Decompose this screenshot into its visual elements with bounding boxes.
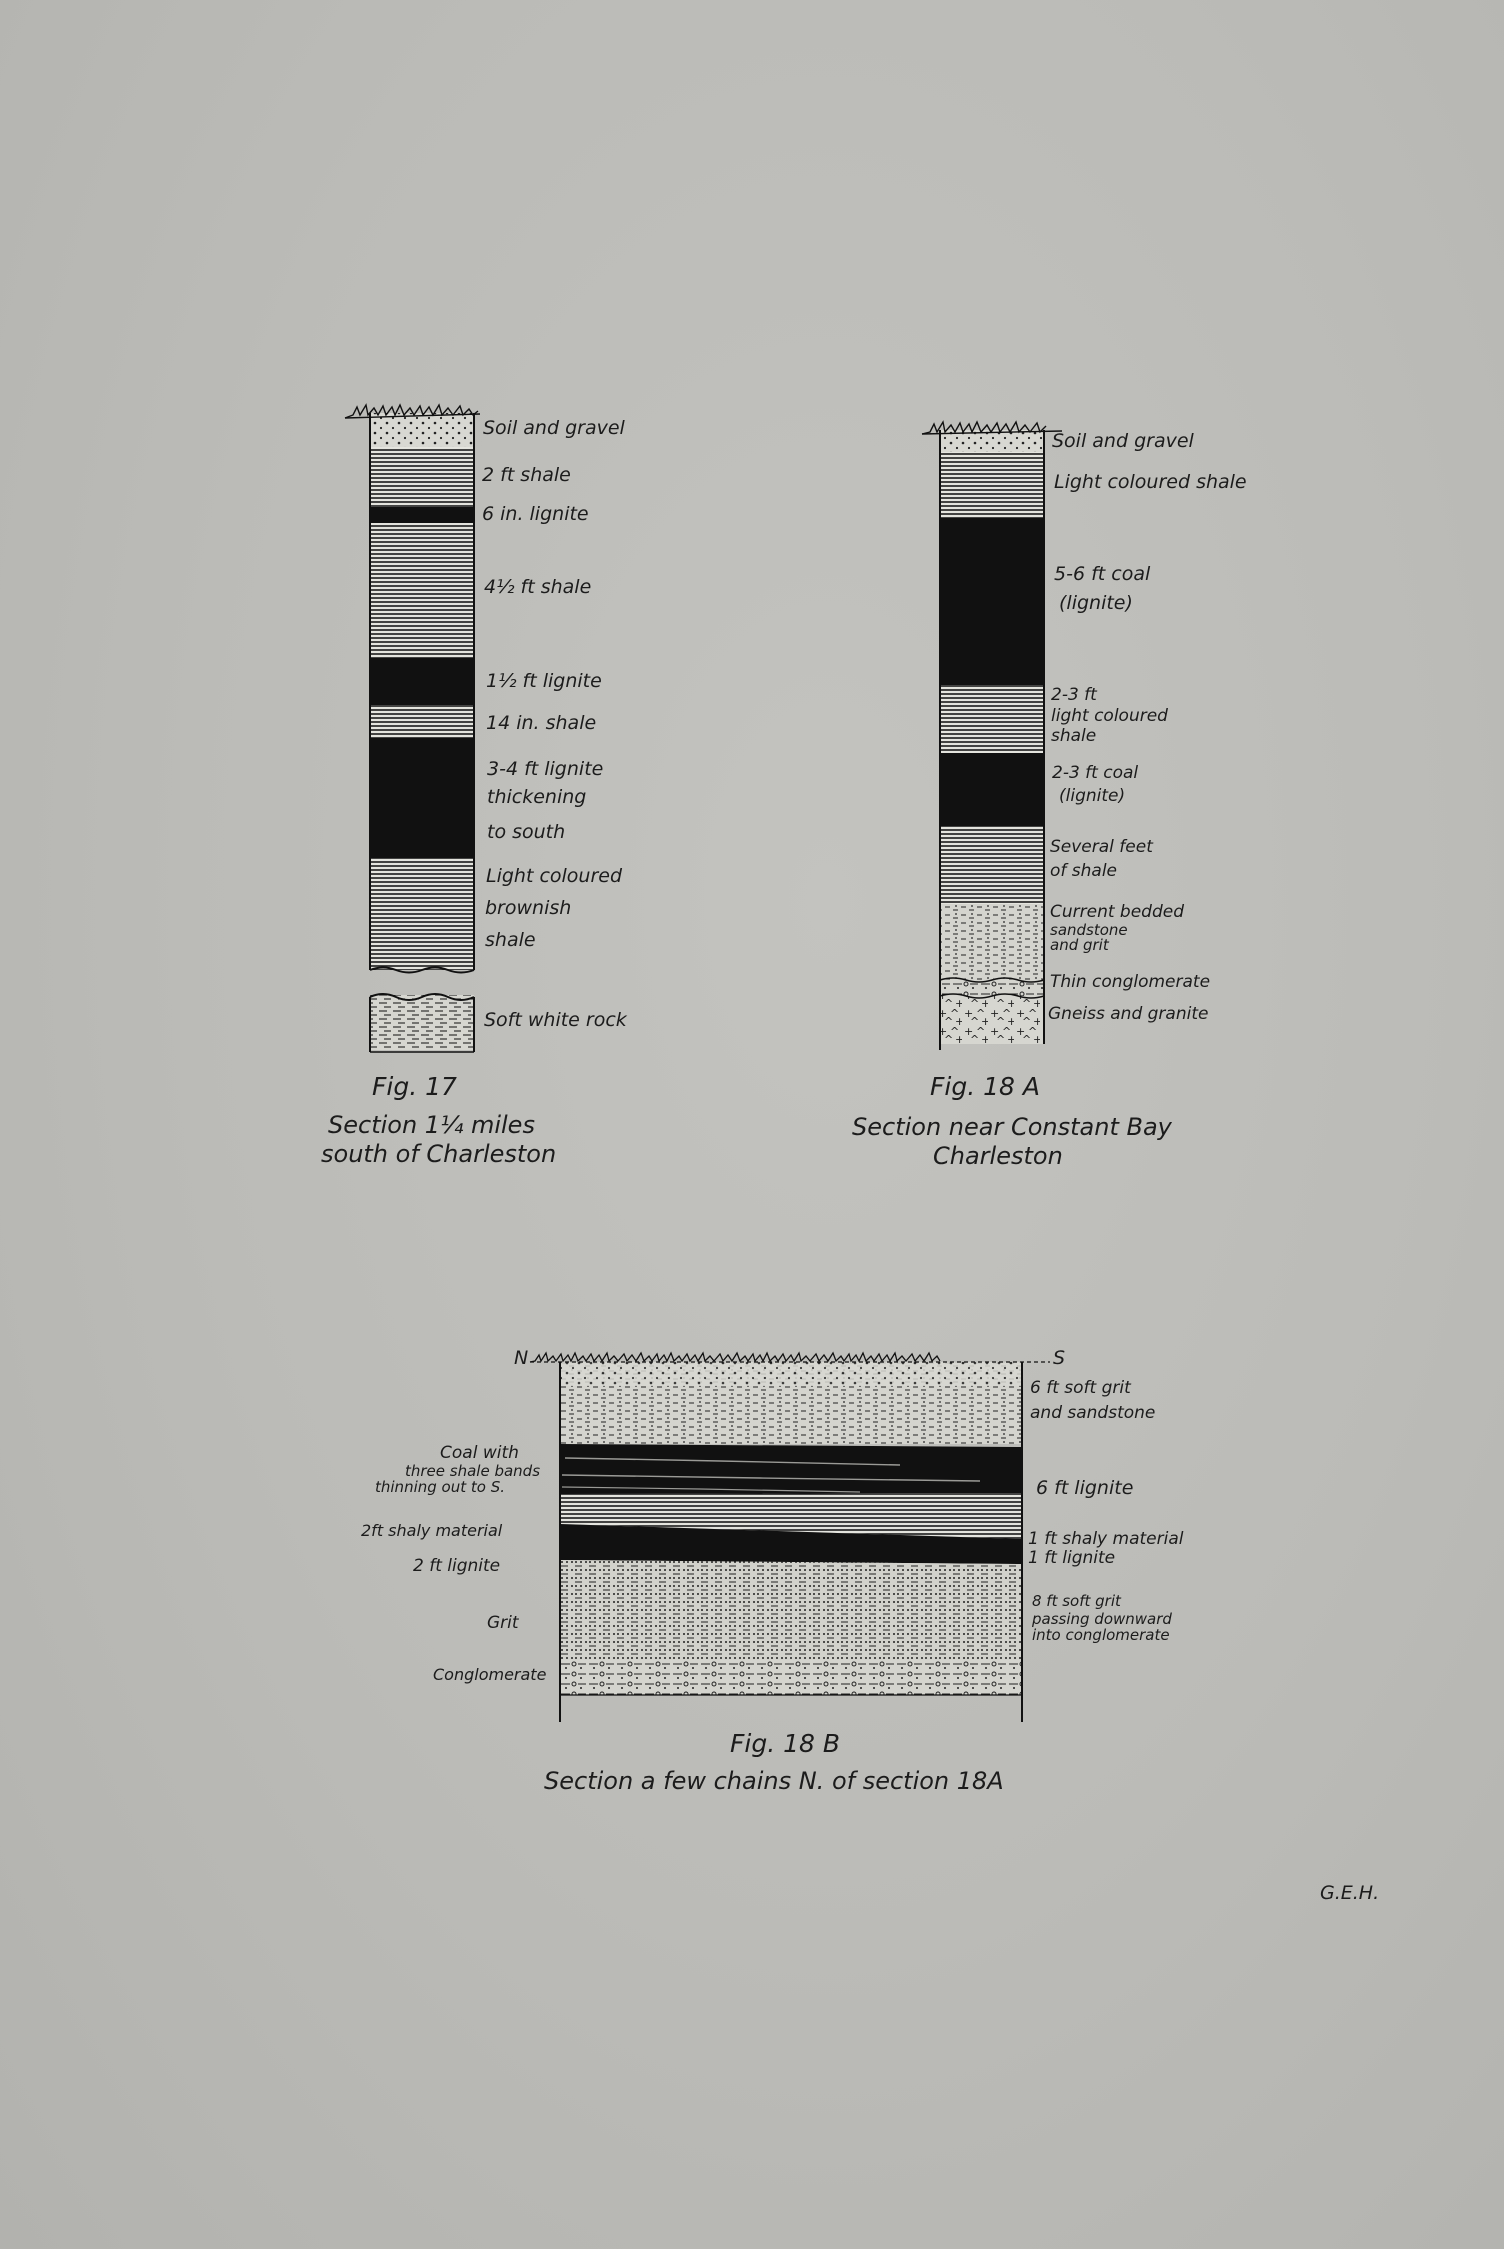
fig17-caption-fig: Fig. 17 [372, 1072, 457, 1101]
fig18a-caption-line1: Section near Constant Bay [852, 1113, 1172, 1141]
fig18a-label-coal2-lignite: (lignite) [1059, 786, 1126, 806]
fig18a-label-coal-lignite: (lignite) [1059, 592, 1133, 614]
fig18a-label-coal2: 2-3 ft coal [1052, 763, 1139, 783]
fig18b-right-soft-grit: 8 ft soft grit [1032, 1592, 1121, 1610]
fig18b-caption-fig: Fig. 18 B [730, 1729, 840, 1758]
fig17-label-shale-4half: 4½ ft shale [484, 576, 592, 598]
fig18b-right-grit: 6 ft soft grit [1030, 1378, 1131, 1398]
fig18b-left-three-bands: three shale bands [405, 1462, 541, 1480]
fig18a-caption-line2: Charleston [933, 1142, 1063, 1170]
fig18b-caption-line1: Section a few chains N. of section 18A [544, 1767, 1004, 1795]
fig17-caption-line2: south of Charleston [321, 1140, 557, 1168]
fig18a-label-soil-gravel: Soil and gravel [1052, 430, 1194, 452]
fig18b-left-coal-with: Coal with [440, 1443, 519, 1463]
fig18b-right-lignite1: 1 ft lignite [1028, 1548, 1116, 1568]
fig18b-left-grit: Grit [487, 1613, 519, 1633]
fig17-label-to-south: to south [487, 821, 566, 843]
fig18a-label-2-3ft: 2-3 ft [1051, 685, 1097, 705]
fig18a-label-and-grit: and grit [1050, 936, 1109, 954]
fig18b-right-shaly1: 1 ft shaly material [1028, 1529, 1184, 1549]
fig18a-label-shale: shale [1051, 726, 1097, 746]
fig18a-label-several-feet: Several feet [1050, 837, 1153, 857]
fig18b-south: S [1053, 1347, 1066, 1369]
fig17-label-thickening: thickening [487, 786, 587, 808]
fig18b-right-into-conglomerate: into conglomerate [1032, 1626, 1170, 1644]
fig17-label-soft-white-rock: Soft white rock [484, 1009, 627, 1031]
fig18a-label-current-bedded: Current bedded [1050, 902, 1185, 922]
fig18b-right-sandstone: and sandstone [1030, 1403, 1156, 1423]
fig18b-north: N [514, 1347, 529, 1369]
fig17-label-brownish: brownish [485, 897, 572, 919]
fig18b-right-lignite6: 6 ft lignite [1036, 1477, 1134, 1499]
fig18a-caption-fig: Fig. 18 A [930, 1072, 1040, 1101]
fig18a-column [922, 422, 1062, 1050]
fig18b-left-thinning: thinning out to S. [375, 1478, 505, 1496]
fig17-label-shale-14in: 14 in. shale [486, 712, 597, 734]
fig18a-label-of-shale: of shale [1050, 861, 1118, 881]
fig18a-label-coal: 5-6 ft coal [1054, 563, 1151, 585]
fig17-label-shale: shale [485, 929, 536, 951]
fig18b-section [530, 1353, 1050, 1722]
fig18a-label-light-shale: Light coloured shale [1054, 471, 1247, 493]
fig18b-right-passing: passing downward [1032, 1610, 1172, 1628]
fig17-label-lignite-1half: 1½ ft lignite [486, 670, 602, 692]
author-initials: G.E.H. [1320, 1882, 1380, 1904]
fig18b-left-lignite: 2 ft lignite [413, 1556, 501, 1576]
fig17-caption-line1: Section 1¼ miles [328, 1111, 535, 1139]
fig17-label-light-coloured: Light coloured [486, 865, 623, 887]
fig18a-label-thin-conglomerate: Thin conglomerate [1050, 972, 1211, 992]
fig17-label-lignite-6in: 6 in. lignite [482, 503, 589, 525]
fig17-column [345, 405, 480, 1052]
fig18a-label-light-coloured: light coloured [1051, 706, 1168, 726]
fig18a-label-sandstone: sandstone [1050, 921, 1128, 939]
fig17-label-lignite-3-4: 3-4 ft lignite [487, 758, 604, 780]
fig18b-left-shaly: 2ft shaly material [361, 1521, 503, 1540]
fig18b-left-conglomerate: Conglomerate [433, 1665, 547, 1684]
fig18a-label-gneiss: Gneiss and granite [1048, 1004, 1209, 1024]
fig17-label-shale-2ft: 2 ft shale [482, 464, 571, 486]
fig17-label-soil-gravel: Soil and gravel [483, 417, 625, 439]
